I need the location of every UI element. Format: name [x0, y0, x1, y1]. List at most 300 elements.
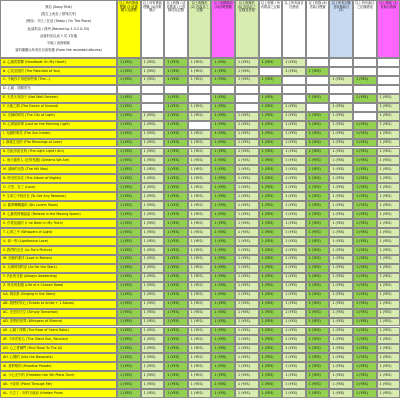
table-cell: 1 (YES) — [353, 291, 377, 300]
table-cell: 1 (YES) — [353, 201, 377, 210]
table-cell: 1 (YES) — [377, 201, 400, 210]
table-cell: 1 (YES) — [117, 318, 141, 327]
table-cell: 1 (YES) — [306, 291, 330, 300]
table-cell: 1 (YES) — [235, 327, 259, 336]
table-cell: 1 (YES) — [259, 130, 283, 139]
table-cell: 1 (YES) — [306, 219, 330, 228]
table-cell: 1 (YES) — [377, 327, 400, 336]
table-cell: 1 (YES) — [117, 246, 141, 255]
table-cell: 1 (YES) — [188, 192, 212, 201]
table-cell: 1 (YES) — [329, 282, 353, 291]
table-cell: 1 (YES) — [353, 148, 377, 157]
table-cell: 1 (YES) — [329, 237, 353, 246]
table-cell: 1 (YES) — [117, 112, 141, 121]
table-cell: 1 (YES) — [117, 130, 141, 139]
table-cell: 1 (YES) — [235, 389, 259, 398]
table-cell: 1 (YES) — [117, 353, 141, 362]
table-cell: 1 (YES) — [259, 309, 283, 318]
table-cell: 1 (YES) — [353, 94, 377, 103]
row-title: K. 因此你留住的 (The Light Light I Am) — [0, 148, 117, 157]
table-cell: 1 (YES) — [353, 192, 377, 201]
table-cell: 1 (YES) — [306, 335, 330, 344]
table-cell: 1 (YES) — [377, 264, 400, 273]
info-line-5: 此資料至以表 1 於 1存檔 — [39, 33, 77, 38]
table-cell: 1 (YES) — [377, 389, 400, 398]
table-cell: 1 (YES) — [211, 371, 235, 380]
table-cell: 1 (YES) — [282, 327, 306, 336]
table-cell: 1 (YES) — [188, 309, 212, 318]
table-cell: 1 (YES) — [306, 94, 330, 103]
table-cell: 1 (YES) — [117, 335, 141, 344]
row-title: AJ. 小心光中的 (Freedom the 5th Piano Tune) — [0, 371, 117, 380]
table-cell: 1 (YES) — [306, 112, 330, 121]
table-cell: 1 (YES) — [259, 156, 283, 165]
row-title: F. 天地之間 (The Dance of Ground) — [0, 103, 117, 112]
table-cell: 1 (YES) — [211, 148, 235, 157]
table-cell: 1 (YES) — [329, 156, 353, 165]
table-cell: 1 (YES) — [282, 148, 306, 157]
table-cell: 1 (YES) — [141, 273, 165, 282]
info-line-2: (從左上角至 / 排列次序) — [40, 12, 77, 17]
table-cell: 1 (YES) — [259, 327, 283, 336]
table-cell: 1 (YES) — [235, 183, 259, 192]
table-cell: 1 (YES) — [164, 121, 188, 130]
table-cell: 1 (YES) — [117, 291, 141, 300]
table-cell: 1 (YES) — [282, 174, 306, 183]
table-cell: 1 (YES) — [329, 130, 353, 139]
table-cell: 1 (YES) — [188, 67, 212, 76]
table-cell: 1 (YES) — [235, 318, 259, 327]
table-cell: 1 (YES) — [211, 112, 235, 121]
table-cell: 1 (YES) — [377, 237, 400, 246]
table-cell: 1 (YES) — [235, 130, 259, 139]
table-cell: 1 (YES) — [235, 228, 259, 237]
table-cell: 1 (YES) — [329, 219, 353, 228]
table-cell: 1 (YES) — [282, 300, 306, 309]
column-header-9: 以上收錄 (8) 首曲目標籤 — [306, 0, 330, 58]
row-title: B. 心花怒放的 (The Potential of You) — [0, 67, 117, 76]
row-title: AC. 光亮的天空 (Simply Tomorrow) — [0, 309, 117, 318]
table-cell: 1 (YES) — [259, 219, 283, 228]
table-cell — [188, 94, 212, 103]
table-cell: 1 (YES) — [164, 264, 188, 273]
table-cell: 1 (YES) — [329, 380, 353, 389]
table-cell: 1 (YES) — [117, 192, 141, 201]
table-cell: 1 (YES) — [141, 362, 165, 371]
table-cell: 1 (YES) — [235, 156, 259, 165]
table-cell — [235, 94, 259, 103]
table-cell: 1 (YES) — [164, 94, 188, 103]
table-cell: 1 (YES) — [306, 300, 330, 309]
column-header-12: 以上歌曲 (1)首曲目收錄 — [377, 0, 400, 58]
column-header-4: 以上收錄於 (2) 首曲目之記錄 — [188, 0, 212, 58]
table-cell: 1 (YES) — [211, 130, 235, 139]
table-cell: 1 (YES) — [235, 264, 259, 273]
table-cell: 1 (YES) — [117, 76, 141, 85]
table-cell: 1 (YES) — [117, 174, 141, 183]
table-cell: 1 (YES) — [353, 156, 377, 165]
row-title: M. 那海的光影 (The Hill Man) — [0, 165, 117, 174]
table-cell: 1 (YES) — [306, 371, 330, 380]
table-cell: 1 (YES) — [117, 389, 141, 398]
table-cell: 1 (YES) — [211, 121, 235, 130]
table-cell: 1 (YES) — [329, 201, 353, 210]
table-cell: 1 (YES) — [329, 103, 353, 112]
table-cell: 1 (YES) — [164, 201, 188, 210]
table-cell: 1 (YES) — [235, 112, 259, 121]
table-cell: 1 (YES) — [259, 121, 283, 130]
table-cell: 1 (YES) — [117, 273, 141, 282]
table-cell: 1 (YES) — [282, 335, 306, 344]
table-cell: 1 (YES) — [329, 353, 353, 362]
row-title: AB. 我們的安心 (Tickets to Smile + 1 Album) — [0, 300, 117, 309]
table-cell: 1 (YES) — [211, 264, 235, 273]
table-cell: 1 (YES) — [259, 94, 283, 103]
table-cell: 1 (YES) — [377, 362, 400, 371]
table-cell: 1 (YES) — [353, 246, 377, 255]
table-cell: 1 (YES) — [211, 228, 235, 237]
table-cell: 1 (YES) — [141, 192, 165, 201]
table-cell: 1 (YES) — [329, 183, 353, 192]
table-cell: 1 (YES) — [211, 201, 235, 210]
table-cell — [377, 76, 400, 85]
table-cell: 1 (YES) — [282, 282, 306, 291]
table-cell: 1 (YES) — [377, 148, 400, 157]
table-cell: 1 (YES) — [353, 353, 377, 362]
table-cell: 1 (YES) — [282, 192, 306, 201]
table-cell: 1 (YES) — [259, 183, 283, 192]
table-cell: 1 (YES) — [141, 300, 165, 309]
table-cell: 1 (YES) — [259, 291, 283, 300]
table-cell: 1 (YES) — [141, 344, 165, 353]
table-cell: 1 (YES) — [259, 192, 283, 201]
table-cell: 1 (YES) — [235, 246, 259, 255]
table-cell: 1 (YES) — [141, 139, 165, 148]
row-title: S. 你曾說過的 (I 've Been in My Truth) — [0, 219, 117, 228]
table-cell: 1 (YES) — [353, 121, 377, 130]
table-cell: 1 (YES) — [211, 318, 235, 327]
table-cell: 1 (YES) — [329, 139, 353, 148]
table-cell: 1 (YES) — [282, 389, 306, 398]
table-cell: 1 (YES) — [164, 139, 188, 148]
table-cell: 1 (YES) — [353, 264, 377, 273]
table-cell: 1 (YES) — [329, 362, 353, 371]
table-cell: 1 (YES) — [188, 112, 212, 121]
table-cell — [377, 67, 400, 76]
table-cell: 1 (YES) — [353, 380, 377, 389]
table-cell: 1 (YES) — [235, 174, 259, 183]
info-line-3: (例如：今日 / 在這 (Today / On The Place) — [25, 19, 92, 24]
table-cell — [141, 103, 165, 112]
table-cell: 1 (YES) — [211, 210, 235, 219]
table-cell: 1 (YES) — [188, 389, 212, 398]
table-cell: 1 (YES) — [306, 380, 330, 389]
table-cell: 1 (YES) — [188, 362, 212, 371]
table-cell: 1 (YES) — [282, 112, 306, 121]
table-cell: 1 (YES) — [306, 192, 330, 201]
table-cell: 1 (YES) — [164, 174, 188, 183]
table-cell: 1 (YES) — [306, 246, 330, 255]
table-cell: 1 (YES) — [377, 112, 400, 121]
table-cell: 1 (YES) — [377, 228, 400, 237]
table-cell: 1 (YES) — [235, 282, 259, 291]
table-cell — [353, 67, 377, 76]
table-cell: 1 (YES) — [141, 246, 165, 255]
table-cell: 1 (YES) — [377, 130, 400, 139]
table-cell: 1 (YES) — [235, 237, 259, 246]
row-title: C. 今晚你不再是那些事 (The...) — [0, 76, 117, 85]
table-cell: 1 (YES) — [259, 139, 283, 148]
table-cell: 1 (YES) — [282, 362, 306, 371]
table-cell — [164, 85, 188, 94]
row-title: V. 我們的光亮 (Lo Tse's Picture) — [0, 246, 117, 255]
table-cell: 1 (YES) — [188, 58, 212, 67]
table-cell: 1 (YES) — [188, 291, 212, 300]
table-cell: 1 (YES) — [235, 300, 259, 309]
table-cell — [306, 85, 330, 94]
table-cell: 1 (YES) — [282, 67, 306, 76]
table-cell: 1 (YES) — [188, 174, 212, 183]
table-cell: 1 (YES) — [117, 139, 141, 148]
table-cell: 1 (YES) — [141, 318, 165, 327]
table-cell: 1 (YES) — [259, 344, 283, 353]
table-cell: 1 (YES) — [329, 264, 353, 273]
table-cell — [259, 85, 283, 94]
table-cell: 1 (YES) — [235, 344, 259, 353]
table-cell: 1 (YES) — [329, 309, 353, 318]
table-cell: 1 (YES) — [259, 148, 283, 157]
table-cell: 1 (YES) — [282, 103, 306, 112]
table-cell: 1 (YES) — [259, 112, 283, 121]
table-cell: 1 (YES) — [306, 210, 330, 219]
table-cell: 1 (YES) — [259, 103, 283, 112]
table-cell: 1 (YES) — [141, 58, 165, 67]
table-cell: 1 (YES) — [306, 121, 330, 130]
table-cell: 1 (YES) — [259, 389, 283, 398]
table-cell: 1 (YES) — [353, 130, 377, 139]
table-cell: 1 (YES) — [117, 219, 141, 228]
table-cell: 1 (YES) — [117, 165, 141, 174]
table-cell: 1 (YES) — [164, 148, 188, 157]
table-cell: 1 (YES) — [282, 371, 306, 380]
table-cell: 1 (YES) — [353, 309, 377, 318]
table-cell: 1 (YES) — [188, 371, 212, 380]
table-cell: 1 (YES) — [353, 255, 377, 264]
table-cell: 1 (YES) — [329, 228, 353, 237]
table-cell: 1 (YES) — [329, 192, 353, 201]
table-cell: 1 (YES) — [282, 228, 306, 237]
table-cell: 1 (YES) — [306, 273, 330, 282]
table-cell: 1 (YES) — [117, 183, 141, 192]
table-cell: 1 (YES) — [353, 282, 377, 291]
table-cell: 1 (YES) — [188, 344, 212, 353]
table-cell: 1 (YES) — [164, 291, 188, 300]
table-cell: 1 (YES) — [141, 389, 165, 398]
table-cell: 1 (YES) — [306, 264, 330, 273]
table-cell: 1 (YES) — [141, 309, 165, 318]
table-cell: 1 (YES) — [164, 210, 188, 219]
table-cell: 1 (YES) — [282, 380, 306, 389]
table-cell: 1 (YES) — [306, 174, 330, 183]
table-cell: 1 (YES) — [164, 228, 188, 237]
table-cell — [141, 85, 165, 94]
table-cell: 1 (YES) — [282, 344, 306, 353]
table-cell: 1 (YES) — [282, 264, 306, 273]
row-title: E. 天堂太有面子 (Not Wait Forever) — [0, 94, 117, 103]
table-cell: 1 (YES) — [259, 76, 283, 85]
table-cell: 1 (YES) — [188, 335, 212, 344]
table-cell — [117, 85, 141, 94]
table-cell: 1 (YES) — [329, 344, 353, 353]
table-cell: 1 (YES) — [235, 121, 259, 130]
info-line-6: 平能 / 表格刷新 — [47, 40, 70, 45]
table-cell: 1 (YES) — [164, 318, 188, 327]
table-cell: 1 (YES) — [211, 156, 235, 165]
table-cell: 1 (YES) — [211, 282, 235, 291]
table-cell: 1 (YES) — [164, 103, 188, 112]
table-cell: 1 (YES) — [306, 282, 330, 291]
table-cell: 1 (YES) — [235, 58, 259, 67]
table-cell: 1 (YES) — [188, 228, 212, 237]
table-cell: 1 (YES) — [306, 327, 330, 336]
table-cell: 1 (YES) — [188, 103, 212, 112]
table-cell: 1 (YES) — [259, 362, 283, 371]
table-cell: 1 (YES) — [259, 246, 283, 255]
table-cell: 1 (YES) — [259, 318, 283, 327]
table-cell — [306, 58, 330, 67]
table-cell — [377, 85, 400, 94]
table-cell: 1 (YES) — [377, 246, 400, 255]
table-cell: 1 (YES) — [235, 139, 259, 148]
table-cell: 1 (YES) — [117, 380, 141, 389]
row-title: AK. 小花的 (Plant Through Me) — [0, 380, 117, 389]
table-cell: 1 (YES) — [211, 380, 235, 389]
table-cell: 1 (YES) — [164, 183, 188, 192]
table-cell: 1 (YES) — [235, 273, 259, 282]
table-cell: 1 (YES) — [211, 94, 235, 103]
table-cell: 1 (YES) — [188, 353, 212, 362]
table-cell: 1 (YES) — [117, 371, 141, 380]
table-cell: 1 (YES) — [377, 219, 400, 228]
row-title: I. 光線的明亮 (The Sun Inside) — [0, 130, 117, 139]
table-cell: 1 (YES) — [377, 121, 400, 130]
table-cell — [211, 85, 235, 94]
table-cell: 1 (YES) — [377, 94, 400, 103]
table-cell: 1 (YES) — [377, 344, 400, 353]
table-cell: 1 (YES) — [329, 246, 353, 255]
column-header-3: 以上收錄 / 這首歌曲 / 已收錄於此記錄 — [164, 0, 188, 58]
table-cell: 1 (YES) — [282, 255, 306, 264]
table-cell: 1 (YES) — [329, 210, 353, 219]
table-cell: 1 (YES) — [164, 362, 188, 371]
table-cell: 1 (YES) — [353, 300, 377, 309]
table-cell: 1 (YES) — [235, 201, 259, 210]
table-cell: 1 (YES) — [377, 103, 400, 112]
table-cell — [353, 112, 377, 121]
table-cell: 1 (YES) — [306, 228, 330, 237]
table-cell: 1 (YES) — [306, 156, 330, 165]
table-cell: 1 (YES) — [164, 165, 188, 174]
table-cell: 1 (YES) — [141, 228, 165, 237]
table-cell: 1 (YES) — [164, 335, 188, 344]
row-title: D. 心跳 - 眼睛的光 — [0, 85, 117, 94]
table-cell: 1 (YES) — [235, 219, 259, 228]
table-cell: 1 (YES) — [188, 76, 212, 85]
table-cell: 1 (YES) — [259, 255, 283, 264]
table-cell: 1 (YES) — [259, 165, 283, 174]
table-cell: 1 (YES) — [188, 318, 212, 327]
table-cell: 1 (YES) — [117, 94, 141, 103]
table-cell: 1 (YES) — [117, 228, 141, 237]
table-cell: 1 (YES) — [188, 380, 212, 389]
table-cell: 1 (YES) — [235, 291, 259, 300]
column-header-11: 以上所有曲目之記錄總表 — [353, 0, 377, 58]
table-cell: 1 (YES) — [353, 335, 377, 344]
table-cell: 1 (YES) — [235, 67, 259, 76]
table-cell: 1 (YES) — [306, 130, 330, 139]
table-cell: 1 (YES) — [141, 264, 165, 273]
table-cell: 1 (YES) — [235, 76, 259, 85]
table-cell: 1 (YES) — [259, 300, 283, 309]
table-cell: 1 (YES) — [164, 76, 188, 85]
table-cell: 1 (YES) — [235, 353, 259, 362]
table-cell: 1 (YES) — [282, 318, 306, 327]
table-cell: 1 (YES) — [235, 380, 259, 389]
table-cell: 1 (YES) — [117, 300, 141, 309]
table-cell: 1 (YES) — [259, 201, 283, 210]
table-cell: 1 (YES) — [141, 201, 165, 210]
table-cell: 1 (YES) — [188, 246, 212, 255]
table-cell: 1 (YES) — [211, 103, 235, 112]
info-line-4: 此資料由 / 排列 (Record by 1.3.2 & 53) — [27, 26, 90, 31]
table-cell: 1 (YES) — [282, 210, 306, 219]
row-title: AL. 天空了 - 好的天風前 (Hidden Prize) — [0, 389, 117, 398]
table-cell: 1 (YES) — [164, 58, 188, 67]
row-title: R. 心動的情懷當當 (Believe in the Moving Space) — [0, 210, 117, 219]
column-header-2: 以上所有歌曲標籤 (4)首歌顯示 — [141, 0, 165, 58]
table-cell: 1 (YES) — [329, 148, 353, 157]
table-cell: 1 (YES) — [259, 264, 283, 273]
table-cell: 1 (YES) — [282, 291, 306, 300]
row-title: A. 心跳的電擊 (Heartbeat On My Heart) — [0, 58, 117, 67]
table-cell: 1 (YES) — [329, 335, 353, 344]
table-info-header — [0, 0, 117, 58]
table-cell — [329, 58, 353, 67]
table-cell: 1 (YES) — [306, 318, 330, 327]
table-cell: 1 (YES) — [329, 371, 353, 380]
table-cell: 1 (YES) — [188, 219, 212, 228]
row-title: Q. 舊夢轉轉過的 (Dis Lovers Moon) — [0, 201, 117, 210]
table-cell: 1 (YES) — [329, 300, 353, 309]
table-cell: 1 (YES) — [259, 371, 283, 380]
row-title: L. 雨天過的人 (在的相遇) (Dreams We Are) — [0, 156, 117, 165]
table-cell — [329, 67, 353, 76]
table-cell: 1 (YES) — [259, 237, 283, 246]
column-header-8: 以上所有曲目於總表 — [282, 0, 306, 58]
table-cell: 1 (YES) — [164, 389, 188, 398]
table-cell: 1 (YES) — [211, 183, 235, 192]
table-cell: 1 (YES) — [235, 371, 259, 380]
table-cell: 1 (YES) — [211, 76, 235, 85]
row-title: AD. 你們的世界 (Whispers of Silence) — [0, 318, 117, 327]
row-title: O. 天堂 - 在了 (Love) — [0, 183, 117, 192]
table-cell: 1 (YES) — [282, 183, 306, 192]
table-cell: 1 (YES) — [329, 291, 353, 300]
table-cell: 1 (YES) — [282, 130, 306, 139]
table-cell: 1 (YES) — [211, 389, 235, 398]
table-cell: 1 (YES) — [117, 237, 141, 246]
table-cell: 1 (YES) — [188, 183, 212, 192]
